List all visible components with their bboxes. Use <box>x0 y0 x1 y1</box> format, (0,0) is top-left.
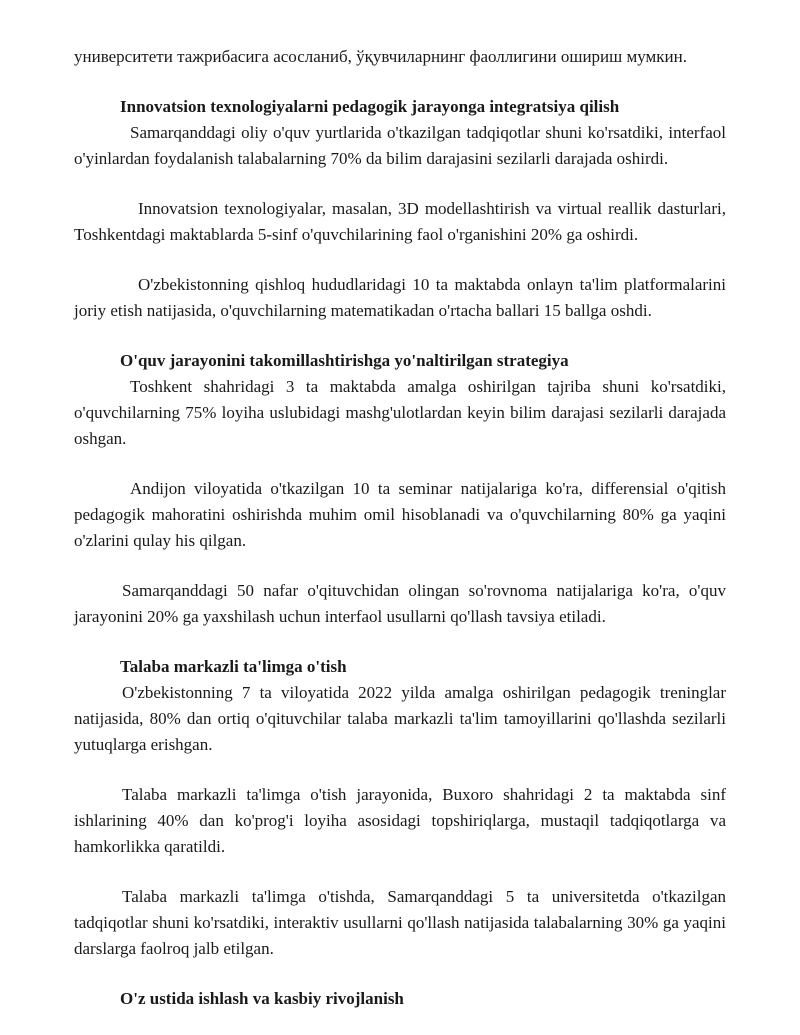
body-paragraph: Innovatsion texnologiyalar, masalan, 3D modellashtirish va virtual reallik dasturlari, Toshkentdagi maktablarda 5-sinf o'quvchilarining faol o'rganishini 20% ga oshirdi. <box>74 199 726 244</box>
body-paragraph: O'zbekistonning qishloq hududlaridagi 10 ta maktabda onlayn ta'lim platformalarini joriy etish natijasida, o'quvchilarning matematikadan o'rtacha ballari 15 ballga oshdi. <box>74 275 726 320</box>
intro-paragraph: университети тажрибасига асосланиб, ўқувчиларнинг фаоллигини ошириш мумкин. <box>74 47 687 66</box>
section-heading: O'quv jarayonini takomillashtirishga yo'naltirilgan strategiya <box>120 351 569 370</box>
body-paragraph: O'zbekistonning 7 ta viloyatida 2022 yilda amalga oshirilgan pedagogik treninglar natijasida, 80% dan ortiq o'qituvchilar talaba markazli ta'lim tamoyillarini qo'llashda sezilarli yutuqlarga erishgan. <box>74 683 726 754</box>
section-self-development <box>74 986 726 1012</box>
body-paragraph: Samarqanddagi 50 nafar o'qituvchidan olingan so'rovnoma natijalariga ko'ra, o'quv jarayonini 20% ga yaxshilash uchun interfaol usullarni qo'llash tavsiya etiladi. <box>74 581 726 626</box>
body-paragraph: Toshkent shahridagi 3 ta maktabda amalga oshirilgan tajriba shuni ko'rsatdiki, o'quvchilarning 75% loyiha uslubidagi mashg'ulotlardan keyin bilim darajasi sezilarli darajada oshgan. <box>74 377 726 448</box>
section-heading: Talaba markazli ta'limga o'tish <box>120 657 347 676</box>
section-heading: Innovatsion texnologiyalarni pedagogik jarayonga integratsiya qilish <box>120 97 620 116</box>
section-strategy <box>74 348 726 630</box>
body-paragraph: Andijon viloyatida o'tkazilgan 10 ta seminar natijalariga ko'ra, differensial o'qitish pedagogik mahoratini oshirishda muhim omil hisoblanadi va o'quvchilarning 80% ga yaqini o'zlarini qulay his qilgan. <box>74 479 726 550</box>
section-student-centered <box>74 654 726 962</box>
body-paragraph: Samarqanddagi oliy o'quv yurtlarida o'tkazilgan tadqiqotlar shuni ko'rsatdiki, interfaol o'yinlardan foydalanish talabalarning 70% da bilim darajasini sezilarli darajada oshirdi. <box>74 123 726 168</box>
section-heading: O'z ustida ishlash va kasbiy rivojlanish <box>120 989 404 1008</box>
body-paragraph: Talaba markazli ta'limga o'tish jarayonida, Buxoro shahridagi 2 ta maktabda sinf ishlarining 40% dan ko'prog'i loyiha asosidagi topshiriqlarga, mustaqil tadqiqotlarga va hamkorlikka qaratildi. <box>74 785 726 856</box>
body-paragraph: Talaba markazli ta'limga o'tishda, Samarqanddagi 5 ta universitetda o'tkazilgan tadqiqotlar shuni ko'rsatdiki, interaktiv usullarni qo'llash natijasida talabalarning 30% ga yaqini darslarga faolroq jalb etilgan. <box>74 887 726 958</box>
section-innovation <box>74 94 726 324</box>
